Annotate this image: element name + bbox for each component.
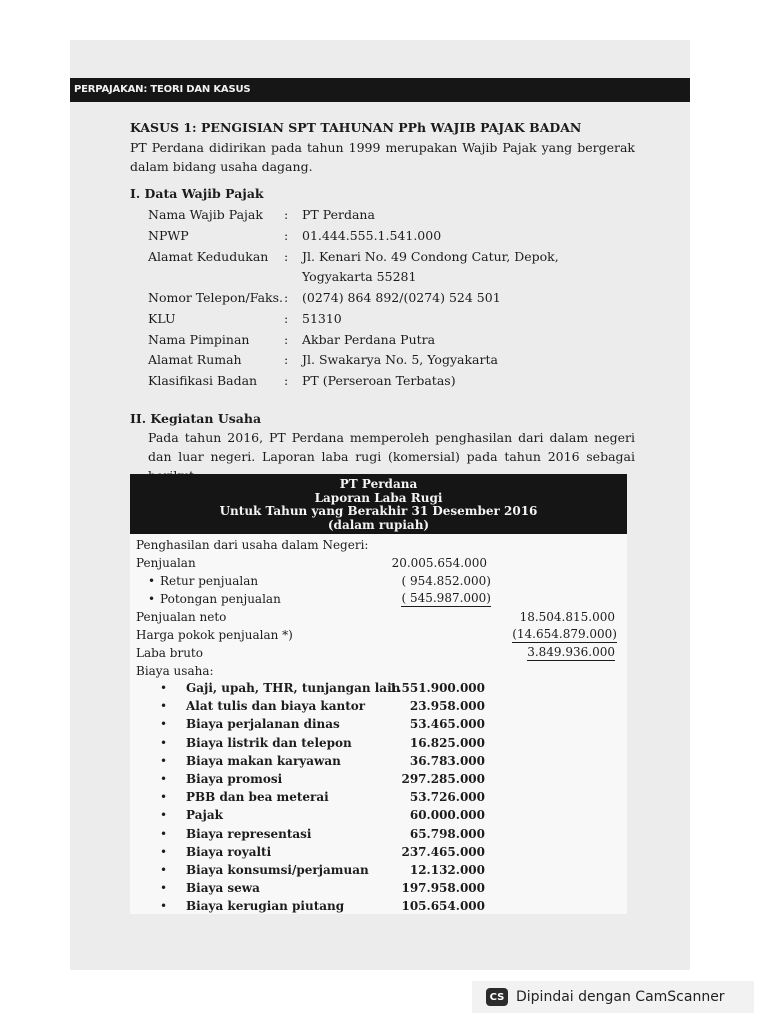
info-colon: : [284, 228, 289, 243]
bullet-icon: • [160, 681, 168, 695]
sales-return-value: ( 954.852.000) [401, 574, 491, 588]
cogs-label: Harga pokok penjualan *) [136, 628, 293, 642]
statement-title: Laporan Laba Rugi [314, 490, 443, 505]
bullet-icon: • [160, 844, 168, 859]
expense-label: Biaya sewa [186, 881, 260, 896]
info-label: Nomor Telepon/Faks. [148, 290, 283, 305]
info-label: Nama Wajib Pajak [148, 207, 263, 222]
expense-value: 65.798.000 [409, 826, 485, 841]
bullet-icon: • [160, 826, 168, 841]
camscanner-watermark [472, 981, 754, 1013]
expense-value: 53.465.000 [409, 717, 485, 732]
case-intro: PT Perdana didirikan pada tahun 1999 merupakan Wajib Pajak yang bergerak dalam bidang usaha dagang. [130, 140, 635, 174]
expense-value: 1.551.900.000 [388, 681, 485, 695]
sales-return-label: Retur penjualan [160, 574, 259, 588]
expense-label: Biaya listrik dan telepon [186, 735, 352, 750]
statement-period: Untuk Tahun yang Berakhir 31 Desember 2016 [219, 504, 538, 518]
bullet-icon: • [160, 790, 168, 805]
bullet-icon: • [160, 899, 168, 914]
info-value: Jl. Kenari No. 49 Condong Catur, Depok, Yogyakarta 55281 [302, 249, 559, 284]
sales-discount-label: Potongan penjualan [160, 592, 281, 606]
info-label: Alamat Rumah [148, 352, 242, 367]
expense-value: 36.783.000 [409, 753, 485, 768]
expense-label: Biaya royalti [186, 844, 272, 859]
expense-value: 12.132.000 [409, 863, 485, 877]
camscanner-label: Dipindai dengan CamScanner [516, 989, 725, 1005]
bullet-icon: • [160, 735, 168, 750]
info-label: Alamat Kedudukan [148, 249, 269, 264]
info-label: KLU [148, 311, 176, 326]
bullet-icon: • [148, 592, 156, 606]
net-sales-label: Penjualan neto [136, 610, 227, 624]
sales-value: 20.005.654.000 [391, 556, 487, 570]
section-1-title: I. Data Wajib Pajak [130, 186, 264, 201]
expense-label: Biaya kerugian piutang [186, 899, 345, 914]
info-colon: : [284, 249, 289, 264]
bullet-icon: • [160, 863, 168, 877]
info-value: 01.444.555.1.541.000 [302, 228, 442, 243]
info-label: Nama Pimpinan [148, 332, 250, 347]
case-title: KASUS 1: PENGISIAN SPT TAHUNAN PPh WAJIB PAJAK BADAN [130, 120, 582, 135]
statement-company: PT Perdana [339, 477, 418, 491]
expense-label: PBB dan bea meterai [186, 790, 329, 805]
expense-label: Biaya konsumsi/perjamuan [186, 863, 369, 877]
net-sales-value: 18.504.815.000 [519, 610, 615, 624]
statement-header [130, 474, 627, 534]
info-value: PT Perdana [302, 207, 375, 222]
expense-value: 53.726.000 [409, 790, 485, 805]
info-value: 51310 [302, 311, 342, 326]
bullet-icon: • [160, 808, 168, 823]
bullet-icon: • [160, 699, 168, 714]
expense-value: 237.465.000 [401, 844, 485, 859]
expense-value: 23.958.000 [409, 699, 485, 714]
info-value: PT (Perseroan Terbatas) [302, 373, 456, 388]
info-colon: : [284, 311, 289, 326]
expense-label: Biaya makan karyawan [186, 753, 341, 768]
info-colon: : [284, 332, 289, 347]
expense-label: Alat tulis dan biaya kantor [186, 699, 366, 714]
bullet-icon: • [160, 881, 168, 896]
income-section-label: Penghasilan dari usaha dalam Negeri: [136, 538, 369, 552]
expense-label: Pajak [186, 808, 223, 823]
sales-discount-value: ( 545.987.000) [401, 591, 491, 605]
expense-value: 60.000.000 [409, 808, 485, 823]
camscanner-logo-icon: CS [486, 988, 508, 1006]
section-2-text: Pada tahun 2016, PT Perdana memperoleh penghasilan dari dalam negeri dan luar negeri. Laporan laba rugi (komersial) pada tahun 2016 sebagai [148, 430, 635, 464]
bullet-icon: • [148, 574, 156, 588]
expense-value: 297.285.000 [401, 772, 485, 786]
expense-value: 105.654.000 [401, 899, 485, 914]
info-colon: : [284, 352, 289, 367]
info-label: Klasifikasi Badan [148, 373, 258, 388]
expense-label: Biaya promosi [186, 772, 283, 786]
expenses-label: Biaya usaha: [136, 664, 214, 678]
section-2-title: II. Kegiatan Usaha [130, 411, 262, 426]
expense-value: 16.825.000 [409, 735, 485, 750]
info-colon: : [284, 373, 289, 388]
info-colon: : [284, 290, 289, 305]
gross-profit-label: Laba bruto [136, 646, 203, 660]
bullet-icon: • [160, 717, 168, 732]
sales-label: Penjualan [136, 556, 196, 570]
expense-label: Biaya perjalanan dinas [186, 717, 340, 732]
running-header: PERPAJAKAN: TEORI DAN KASUS [70, 78, 690, 102]
bullet-icon: • [160, 753, 168, 768]
expense-label: Biaya representasi [186, 826, 312, 841]
info-value: (0274) 864 892/(0274) 524 501 [302, 290, 501, 305]
gross-profit-value: 3.849.936.000 [527, 645, 615, 659]
cogs-value: (14.654.879.000) [512, 627, 617, 641]
info-value: Jl. Swakarya No. 5, Yogyakarta [302, 352, 498, 367]
info-label: NPWP [148, 228, 189, 243]
statement-unit: (dalam rupiah) [327, 517, 430, 532]
info-colon: : [284, 207, 289, 222]
expense-label: Gaji, upah, THR, tunjangan lain [186, 681, 401, 695]
bullet-icon: • [160, 772, 168, 786]
statement-body [130, 534, 627, 914]
expense-value: 197.958.000 [401, 881, 485, 896]
info-value: Akbar Perdana Putra [302, 332, 436, 347]
